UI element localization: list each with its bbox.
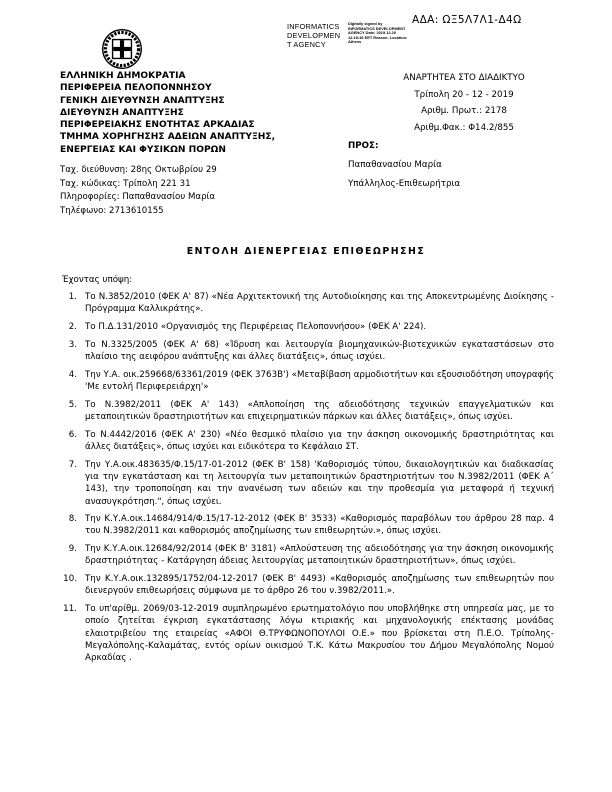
legal-basis-item <box>62 399 554 424</box>
legal-basis-item <box>62 543 554 568</box>
legal-basis-item-number: 5. <box>68 399 77 410</box>
legal-basis-item-number: 8. <box>68 514 77 525</box>
legal-basis-item-text: Την Υ.Α.οικ.483635/Φ.15/17-01-2012 (ΦΕΚ Β' 158) 'Καθορισμός τύπου, δικαιολογητικών και διαδικασίας για την εγκατάσταση και τη λειτουργία των μεταποιητικών δραστηριοτήτων του Ν.3982/2011 (ΦΕΚ Α΄ 143), την τροποποίηση και την ανανέωση των αδειών και την προθεσμία για μεταφορά ή τεχνική ανασυγκρότηση.", όπως ισχύει. <box>85 459 554 507</box>
legal-basis-item <box>62 459 554 508</box>
contact-details-block <box>60 164 310 218</box>
signature-agency-name <box>287 22 345 50</box>
legal-basis-list <box>62 291 554 670</box>
postal-code-line: Ταχ. κώδικας: Τρίπολη 221 31 <box>60 178 191 189</box>
legal-basis-item-number: 4. <box>68 369 77 380</box>
telephone-line: Τηλέφωνο: 2713610155 <box>60 205 164 216</box>
digital-signature-stamp <box>287 22 410 50</box>
legal-basis-item-number: 3. <box>68 339 77 350</box>
legal-basis-item-text: Το Ν.4442/2016 (ΦΕΚ Α' 230) «Νέο θεσμικό πλαίσιο για την άσκηση οικονομικής δραστηριότητας και άλλες διατάξεις», όπως ισχύει και ειδικότερα το Κεφάλαιο ΣΤ. <box>85 429 554 452</box>
legal-basis-item-number: 6. <box>68 429 77 440</box>
legal-basis-item <box>62 339 554 364</box>
legal-basis-item <box>62 429 554 454</box>
ada-code: ΑΔΑ: ΩΞ5Λ7Λ1-Δ4Ω <box>412 14 522 26</box>
legal-basis-item-text: Το υπ'αρίθμ. 2069/03-12-2019 συμπληρωμένο ερωτηματολόγιο που υποβλήθηκε στη υπηρεσία μας, με το οποίο ζητείται έγκριση εγκατάστασης λόγω κτιριακής και μηχανολογικής επέκτασης μονάδας ελαιοτριβείου της εταιρείας «ΑΦΟΙ Θ.ΤΡΥΦΩΝΟΠΟΥΛΟΙ Ο.Ε.» που βρίσκεται στη Π.Ε.Ο. Τρίπολης-Μεγαλόπολης-Καλαμάτας, εντός ορίων οικισμού Τ.Κ. Κάτω Μακρυσίου του Δήμου Μεγαλόπολης Νομού Αρκαδίας . <box>85 604 554 664</box>
authority-line-4: ΔΙΕΥΘΥΝΣΗ ΑΝΑΠΤΥΞΗΣ <box>60 107 184 118</box>
issuing-authority-block <box>60 70 310 156</box>
signature-agency-line-3: T AGENCY <box>287 40 326 50</box>
recipient-label: ΠΡΟΣ: <box>348 141 379 151</box>
hellenic-republic-coat-of-arms-icon <box>99 26 145 72</box>
legal-basis-item-text: Το Ν.3325/2005 (ΦΕΚ Α' 68) «Ίδρυση και λειτουργία βιομηχανικών-βιοτεχνικών εγκαταστάσεων στο πλαίσιο της αειφόρου ανάπτυξης και άλλες διατάξεις», όπως ισχύει. <box>85 339 554 362</box>
legal-basis-item-text: Την Κ.Υ.Α.οικ.14684/914/Φ.15/17-12-2012 (ΦΕΚ Β' 3533) «Καθορισμός παραβόλων του άρθρου 28 παρ. 4 του Ν.3982/2011 και καθορισμός αποζημίωσης των επιθεωρητών.», όπως ισχύει. <box>85 514 554 537</box>
protocol-number: Αριθμ. Πρωτ.: 2178 <box>421 106 507 117</box>
legal-basis-item-text: Το Π.Δ.131/2010 «Οργανισμός της Περιφέρειας Πελοποννήσου» (ΦΕΚ Α' 224). <box>85 321 427 332</box>
recipient-name: Παπαθανασίου Μαρία <box>348 160 442 170</box>
authority-line-2: ΠΕΡΙΦΕΡΕΙΑ ΠΕΛΟΠΟΝΝΗΣΟΥ <box>60 83 212 94</box>
file-number: Αριθμ.Φακ.: Φ14.2/855 <box>414 122 514 133</box>
authority-line-1: ΕΛΛΗΝΙΚΗ ΔΗΜΟΚΡΑΤΙΑ <box>60 71 186 81</box>
recipient-role: Υπάλληλος-Επιθεωρήτρια <box>348 179 461 189</box>
signature-agency-line-2: DEVELOPMEN <box>287 31 341 41</box>
authority-line-7: ΕΝΕΡΓΕΙΑΣ ΚΑΙ ΦΥΣΙΚΩΝ ΠΟΡΩΝ <box>60 144 226 155</box>
legal-basis-item-text: Το Ν.3852/2010 (ΦΕΚ Α' 87) «Νέα Αρχιτεκτονική της Αυτοδιοίκησης και της Αποκεντρωμένης Διοίκησης - Πρόγραμμα Καλλικράτης». <box>85 292 554 315</box>
legal-basis-item-number: 1. <box>68 292 77 302</box>
preamble-text: Έχοντας υπόψη: <box>62 275 133 285</box>
legal-basis-item-number: 9. <box>68 544 77 555</box>
legal-basis-item <box>62 321 554 333</box>
signature-agency-line-1: INFORMATICS <box>287 22 340 31</box>
legal-basis-item-text: Το Ν.3982/2011 (ΦΕΚ Α' 143) «Απλοποίηση της αδειοδότησης τεχνικών επαγγελματικών και μεταποιητικών δραστηριοτήτων και επιχειρηματικών πάρκων και άλλες διατάξεις», όπως ισχύει. <box>85 399 554 422</box>
authority-line-6: ΤΜΗΜΑ ΧΟΡΗΓΗΣΗΣ ΑΔΕΙΩΝ ΑΝΑΠΤΥΞΗΣ, <box>60 132 276 143</box>
legal-basis-item-number: 7. <box>68 459 77 470</box>
legal-basis-item-text: Την Υ.Α. οικ.259668/63361/2019 (ΦΕΚ 3763Β') «Μεταβίβαση αρμοδιοτήτων και εξουσιοδότηση υπογραφής 'Με εντολή Περιφερειάρχη'» <box>85 369 554 392</box>
legal-basis-item <box>62 513 554 538</box>
recipient-block <box>348 137 588 194</box>
legal-basis-item-text: Την Κ.Υ.Α.οικ.12684/92/2014 (ΦΕΚ Β' 3181) «Απλούστευση της αδειοδότησης για την άσκηση οικονομικής δραστηριότητας - Κατάργηση άδειας λειτουργίας μεταποιητικών δραστηριοτήτων», όπως ισχύει. <box>85 544 554 567</box>
legal-basis-item <box>62 369 554 394</box>
contact-person-line: Πληροφορίες: Παπαθανασίου Μαρία <box>60 192 216 203</box>
legal-basis-item-text: Την Κ.Υ.Α.οικ.132895/1752/04-12-2017 (ΦΕΚ Β' 4493) «Καθορισμός αποζημίωσης των επιθεωρητών που διενεργούν επιθεωρήσεις σύμφωνα με το άρθρο 26 του ν.3982/2011.». <box>85 574 554 597</box>
legal-basis-item <box>62 603 554 664</box>
authority-line-3: ΓΕΝΙΚΗ ΔΙΕΥΘΥΝΣΗ ΑΝΑΠΤΥΞΗΣ <box>60 95 225 106</box>
signature-details-text: Digitally signed by INFORMATICS DEVELOPMENT AGENCY Date: 2019.12.20 12:19:36 EET Reason: Location: Athens <box>348 21 408 45</box>
document-title: ΕΝΤΟΛΗ ΔΙΕΝΕΡΓΕΙΑΣ ΕΠΙΘΕΩΡΗΣΗΣ <box>186 246 426 257</box>
legal-basis-item <box>62 291 554 316</box>
publication-notice: ΑΝΑΡΤΗΤΕΑ ΣΤΟ ΔΙΑΔΙΚΤΥΟ <box>403 73 525 83</box>
document-meta-block <box>340 70 588 136</box>
postal-address-line: Ταχ. διεύθυνση: 28ης Οκτωβρίου 29 <box>60 165 217 175</box>
place-and-date: Τρίπολη 20 - 12 - 2019 <box>414 89 514 100</box>
legal-basis-item-number: 11. <box>63 604 77 615</box>
legal-basis-item-number: 2. <box>68 321 77 332</box>
legal-basis-item-number: 10. <box>63 574 77 585</box>
authority-line-5: ΠΕΡΙΦΕΡΕΙΑΚΗΣ ΕΝΟΤΗΤΑΣ ΑΡΚΑΔΙΑΣ <box>60 120 255 131</box>
document-top-bar <box>0 14 612 60</box>
legal-basis-item <box>62 573 554 598</box>
